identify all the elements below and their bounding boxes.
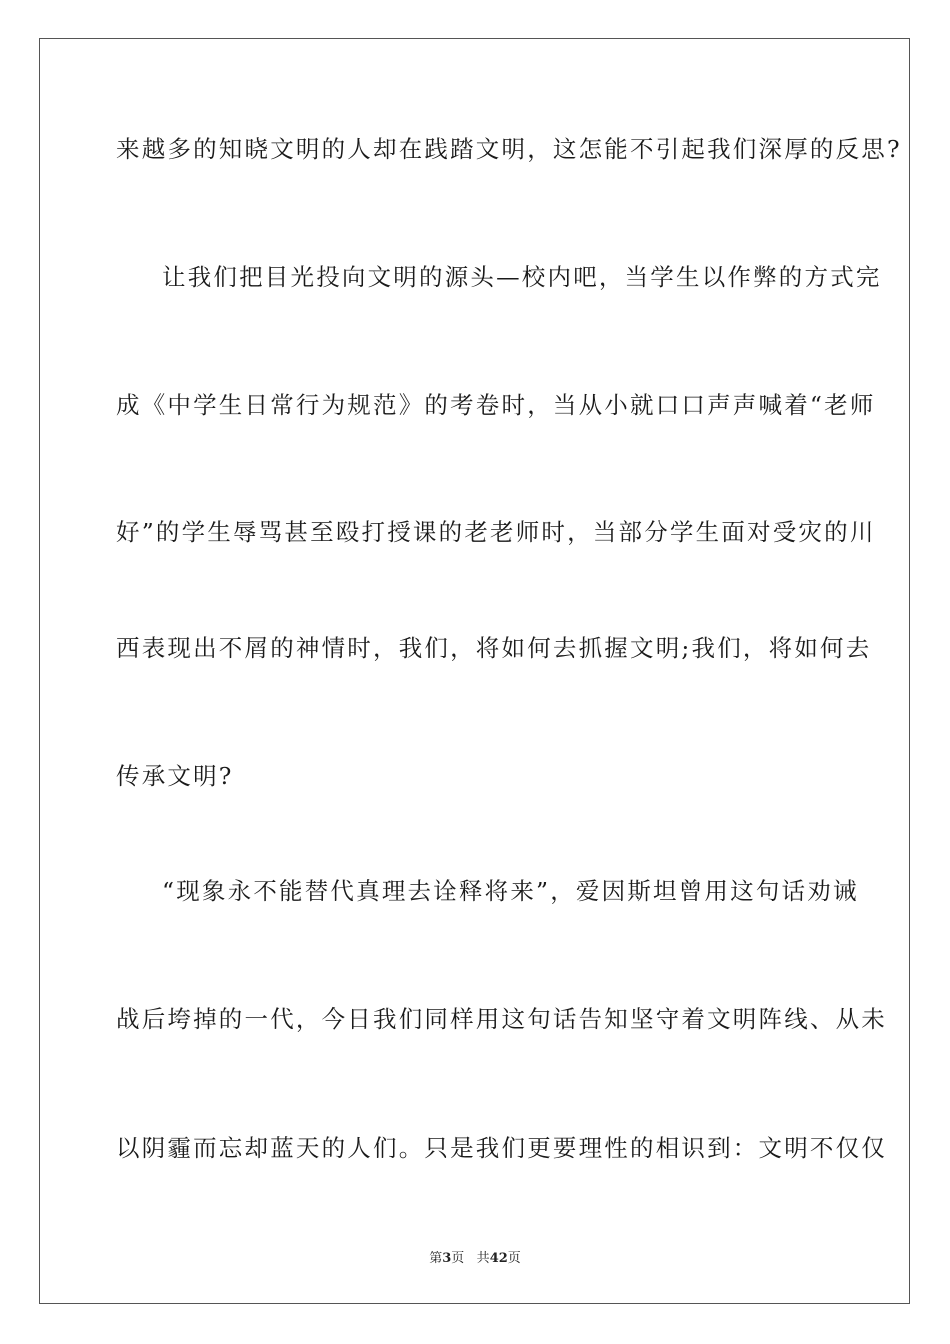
text-line: 战后垮掉的一代，今日我们同样用这句话告知坚守着文明阵线、从未 <box>116 1005 887 1033</box>
text-line: 西表现出不屑的神情时，我们，将如何去抓握文明;我们，将如何去 <box>116 634 872 662</box>
page-footer <box>0 1247 950 1266</box>
page-border <box>39 38 910 1304</box>
footer-page-suffix: 页 <box>451 1251 465 1266</box>
footer-total-prefix: 共 <box>476 1251 490 1266</box>
text-line: 来越多的知晓文明的人却在践踏文明，这怎能不引起我们深厚的反思? <box>116 135 902 163</box>
footer-page-number: 3 <box>442 1251 452 1266</box>
footer-total-pages: 42 <box>489 1251 508 1266</box>
text-line: 传承文明? <box>116 762 234 790</box>
footer-total-suffix: 页 <box>507 1251 521 1266</box>
text-line: 以阴霾而忘却蓝天的人们。只是我们更要理性的相识到：文明不仅仅 <box>116 1134 887 1162</box>
footer-page-prefix: 第 <box>429 1251 443 1266</box>
text-line: 好”的学生辱骂甚至殴打授课的老老师时，当部分学生面对受灾的川 <box>116 518 876 546</box>
text-line: 让我们把目光投向文明的源头—校内吧，当学生以作弊的方式完 <box>162 263 882 291</box>
text-line: “现象永不能替代真理去诠释将来”，爱因斯坦曾用这句话劝诫 <box>162 877 859 905</box>
text-line: 成《中学生日常行为规范》的考卷时，当从小就口口声声喊着“老师 <box>116 391 876 419</box>
